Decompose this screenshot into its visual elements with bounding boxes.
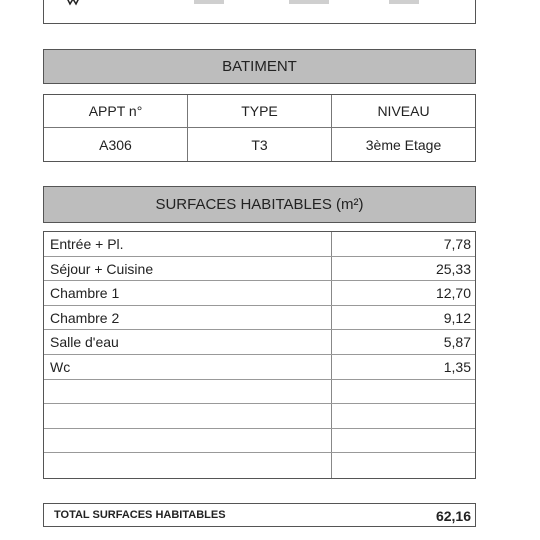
table-row (44, 281, 475, 306)
table-row (44, 380, 475, 405)
value-type: T3 (188, 128, 332, 161)
faint-mark (289, 0, 329, 4)
room-label: Salle d'eau (50, 334, 119, 351)
header-type: TYPE (188, 95, 332, 128)
batiment-title: BATIMENT (43, 49, 476, 84)
table-row (44, 306, 475, 331)
room-area: 1,35 (443, 359, 471, 375)
total-box (43, 503, 476, 527)
total-value: 62,16 (435, 508, 471, 524)
room-label: Chambre 1 (50, 285, 120, 302)
header-appt: APPT n° (44, 95, 188, 128)
header-box (43, 0, 476, 24)
batiment-table (43, 94, 476, 162)
value-appt: A306 (44, 128, 188, 161)
table-row (44, 232, 475, 257)
total-label: TOTAL SURFACES HABITABLES (54, 509, 226, 521)
table-row (44, 429, 475, 454)
room-area: 25,33 (435, 260, 471, 277)
room-label: Entrée + Pl. (50, 236, 124, 252)
table-row (44, 355, 475, 380)
room-area: 12,70 (435, 285, 471, 302)
table-row (44, 453, 475, 478)
room-area: 7,78 (443, 236, 471, 252)
header-niveau: NIVEAU (332, 95, 475, 128)
faint-mark (389, 0, 419, 4)
room-label: Wc (50, 359, 71, 375)
room-label: Chambre 2 (50, 309, 120, 326)
surfaces-title: SURFACES HABITABLES (m²) (43, 186, 476, 223)
table-row (44, 330, 475, 355)
room-area: 9,12 (443, 309, 471, 326)
value-niveau: 3ème Etage (365, 136, 442, 153)
table-row (44, 257, 475, 282)
room-label: Séjour + Cuisine (50, 260, 154, 277)
table-row (44, 404, 475, 429)
logo-icon (66, 0, 80, 6)
surfaces-table (43, 231, 476, 479)
room-area: 5,87 (443, 334, 471, 351)
faint-mark (194, 0, 224, 4)
